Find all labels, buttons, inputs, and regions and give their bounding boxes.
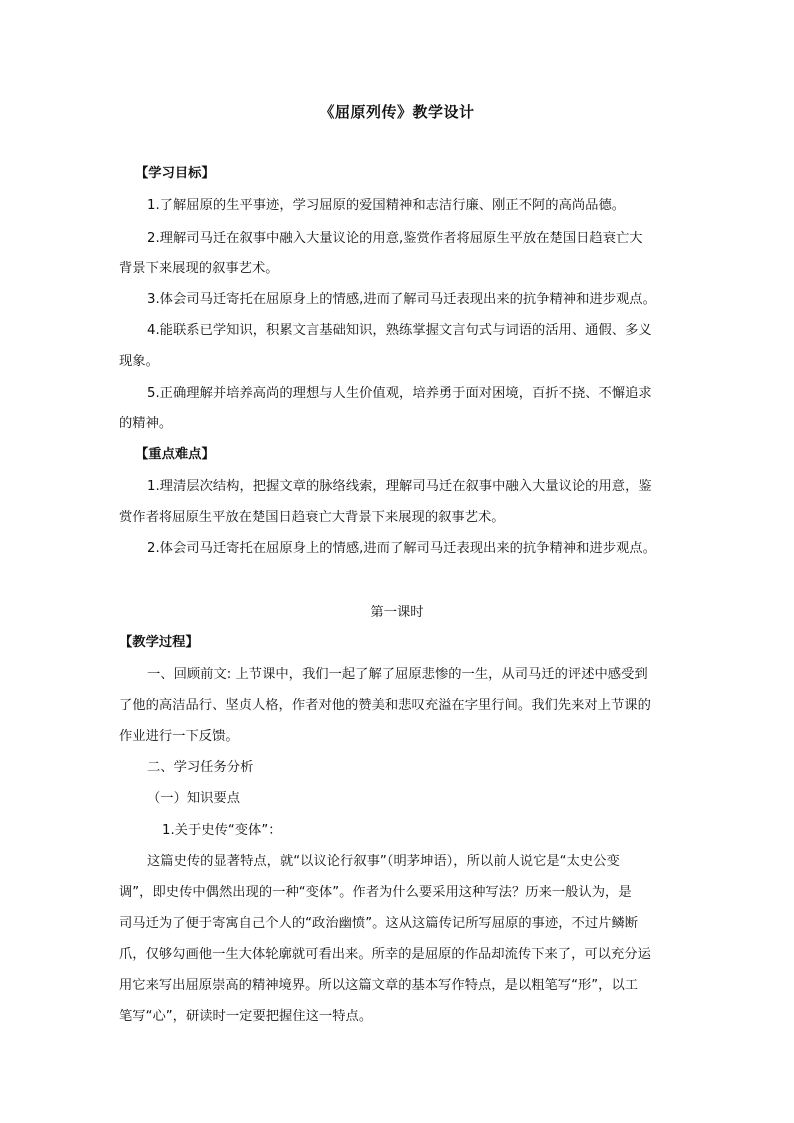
- body-line-1: 这篇史传的显著特点，就“以议论行叙事”（明茅坤语），所以前人说它是“太史公变: [147, 854, 620, 869]
- review-line-2: 了他的高洁品行、坚贞人格，作者对他的赞美和悲叹充溢在字里行间。我们先来对上节课的: [119, 698, 651, 713]
- goal-4-line-1: 4.能联系已学知识，积累文言基础知识，熟练掌握文言句式与词语的活用、通假、多义: [147, 323, 652, 338]
- goal-4-line-2: 现象。: [119, 354, 159, 369]
- review-line-3: 作业进行一下反馈。: [119, 729, 239, 744]
- goal-3-line-1: 3.体会司马迁寄托在屈原身上的情感,进而了解司马迁表现出来的抗争精神和进步观点。: [147, 292, 656, 307]
- goal-5-line-1: 5.正确理解并培养高尚的理想与人生价值观，培养勇于面对困境，百折不挠、不懈追求: [147, 386, 652, 401]
- goal-2-line-2: 背景下来展现的叙事艺术。: [119, 261, 279, 276]
- process-heading: 【教学过程】: [119, 635, 199, 650]
- body-line-4: 爪，仅够勾画他一生大体轮廓就可看出来。所幸的是屈原的作品却流传下来了，可以充分运: [119, 947, 651, 962]
- body-line-5: 用它来写出屈原崇高的精神境界。所以这篇文章的基本写作特点，是以粗笔写“形”，以工: [119, 978, 639, 993]
- body-line-2: 调”，即史传中偶然出现的一种“变体”。作者为什么要采用这种写法？历来一般认为，是: [119, 885, 632, 900]
- key-point-2-line-1: 2.体会司马迁寄托在屈原身上的情感,进而了解司马迁表现出来的抗争精神和进步观点。: [147, 541, 656, 556]
- goal-1-line-1: 1.了解屈原的生平事迹，学习屈原的爱国精神和志洁行廉、刚正不阿的高尚品德。: [147, 198, 626, 213]
- knowledge-points-heading: （一）知识要点: [147, 791, 241, 806]
- key-point-1-line-2: 赏作者将屈原生平放在楚国日趋衰亡大背景下来展现的叙事艺术。: [119, 510, 505, 525]
- goal-2-line-1: 2.理解司马迁在叙事中融入大量议论的用意,鉴赏作者将屈原生平放在楚国日趋衰亡大: [147, 231, 643, 246]
- key-point-1-line-1: 1.理清层次结构，把握文章的脉络线索，理解司马迁在叙事中融入大量议论的用意，鉴: [147, 479, 652, 494]
- goal-5-line-2: 的精神。: [119, 416, 173, 431]
- point-1-heading: 1.关于史传“变体”：: [162, 823, 282, 838]
- body-line-3: 司马迁为了便于寄寓自己个人的“政治幽愤”。这从这篇传记所写屈原的事迹，不过片鳞断: [119, 916, 639, 931]
- key-points-heading: 【重点难点】: [135, 447, 215, 462]
- goals-heading: 【学习目标】: [135, 166, 215, 181]
- review-line-1: 一、回顾前文: 上节课中，我们一起了解了屈原悲惨的一生，从司马迁的评述中感受到: [147, 667, 648, 682]
- body-line-6: 笔写“心”，研读时一定要把握住这一特点。: [119, 1009, 373, 1024]
- document-title: 《屈原列传》教学设计: [319, 103, 475, 121]
- task-analysis-heading: 二、学习任务分析: [147, 760, 254, 775]
- lesson-title: 第一课时: [370, 605, 424, 620]
